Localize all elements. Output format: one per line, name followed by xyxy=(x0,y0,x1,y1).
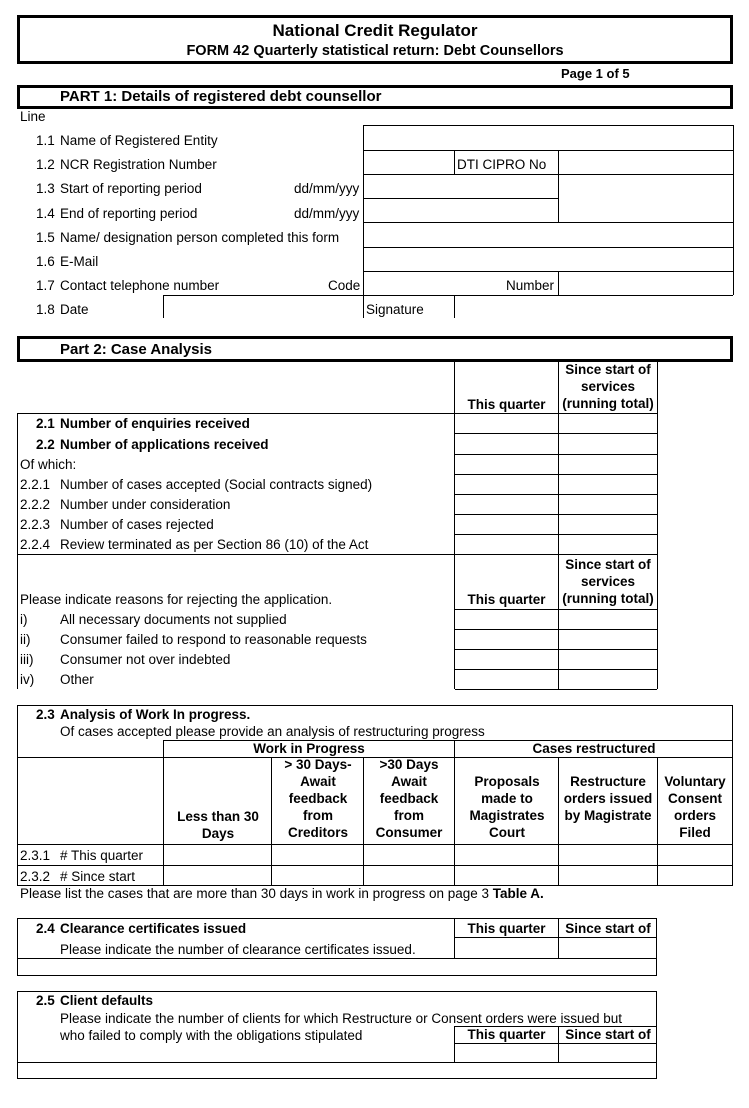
row-1-3-label: Start of reporting period xyxy=(60,181,202,196)
form-subtitle: FORM 42 Quarterly statistical return: Debt Counsellors xyxy=(186,43,564,59)
row-2-2-2-label: Number under consideration xyxy=(60,497,231,512)
row-1-6-number: 1.6 xyxy=(36,254,55,269)
section-2-4-since-start-header: Since start of xyxy=(565,921,651,936)
col-over-30-days-consumer: >30 Days Await feedback from Consumer xyxy=(375,757,443,840)
reason-docs-since-start-cell[interactable] xyxy=(559,610,657,629)
applications-this-quarter-cell[interactable] xyxy=(455,434,558,454)
reason-docs-this-quarter-cell[interactable] xyxy=(455,610,558,629)
defaults-this-quarter-cell[interactable] xyxy=(455,1044,558,1062)
section-2-3-note-text: Please list the cases that are more than 30 days in work in progress on page 3 xyxy=(20,886,490,901)
reason-1-number: i) xyxy=(20,612,28,627)
col-proposals-magistrates-court: Proposals made to Magistrates Court xyxy=(469,774,545,840)
part2-heading: Part 2: Case Analysis xyxy=(60,341,213,358)
row-2-3-2-number: 2.3.2 xyxy=(20,869,51,884)
wip-since-start-row-cells[interactable] xyxy=(164,866,733,885)
section-2-4-this-quarter-header: This quarter xyxy=(467,921,546,936)
col-voluntary-consent-orders: Voluntary Consent orders Filed xyxy=(664,774,726,840)
section-2-5-number: 2.5 xyxy=(36,993,55,1008)
phone-number-label: Number xyxy=(506,278,555,293)
row-2-2-4-label: Review terminated as per Section 86 (10) of the Act xyxy=(60,537,369,552)
reason-1-label: All necessary documents not supplied xyxy=(60,612,287,627)
reasons-intro: Please indicate reasons for rejecting the application. xyxy=(20,592,333,607)
row-1-2-label: NCR Registration Number xyxy=(60,157,217,172)
reason-respond-since-start-cell[interactable] xyxy=(559,630,657,649)
row-1-1-label: Name of Registered Entity xyxy=(60,133,218,148)
row-1-8-label: Date xyxy=(60,302,89,317)
row-2-2-2-number: 2.2.2 xyxy=(20,497,51,512)
col-over-30-days-creditors: > 30 Days- Await feedback from Creditors xyxy=(284,757,352,840)
section-2-5-this-quarter-header: This quarter xyxy=(467,1027,546,1042)
section-2-3-title: Analysis of Work In progress. xyxy=(60,707,251,722)
wip-this-quarter-row-cells[interactable] xyxy=(164,845,733,865)
section-2-3-number: 2.3 xyxy=(36,707,55,722)
row-1-8-number: 1.8 xyxy=(36,302,55,317)
dti-cipro-number-field[interactable] xyxy=(559,151,733,174)
section-2-5-title: Client defaults xyxy=(60,993,154,1008)
signature-label: Signature xyxy=(366,302,424,317)
email-field[interactable] xyxy=(364,248,733,271)
this-quarter-header-reasons: This quarter xyxy=(467,592,546,607)
applications-since-start-cell[interactable] xyxy=(559,434,657,454)
section-2-4-description: Please indicate the number of clearance certificates issued. xyxy=(60,942,416,957)
section-2-5-description-line1: Please indicate the number of clients for which Restructure or Consent orders were issued but xyxy=(60,1011,623,1026)
page-number: Page 1 of 5 xyxy=(561,66,630,81)
accepted-since-start-cell[interactable] xyxy=(559,475,657,494)
reporting-end-date-field[interactable] xyxy=(364,199,558,222)
col-less-than-30-days: Less than 30 Days xyxy=(177,809,259,841)
terminated-since-start-cell[interactable] xyxy=(559,535,657,554)
row-2-2-3-number: 2.2.3 xyxy=(20,517,51,532)
col-restructure-orders-magistrate: Restructure orders issued by Magistrate xyxy=(563,774,653,823)
date-field[interactable] xyxy=(164,296,363,318)
row-2-2-label: Number of applications received xyxy=(60,437,269,452)
work-in-progress-group-header: Work in Progress xyxy=(253,741,365,756)
row-1-5-number: 1.5 xyxy=(36,230,55,245)
row-1-4-label: End of reporting period xyxy=(60,206,198,221)
enquiries-this-quarter-cell[interactable] xyxy=(455,414,558,433)
reporting-start-date-field[interactable] xyxy=(364,175,558,198)
row-2-2-3-label: Number of cases rejected xyxy=(60,517,214,532)
cases-restructured-group-header: Cases restructured xyxy=(532,741,656,756)
form-title: National Credit Regulator xyxy=(272,21,478,40)
registered-entity-name-field[interactable] xyxy=(364,126,733,150)
consideration-since-start-cell[interactable] xyxy=(559,495,657,514)
row-1-3-date-hint: dd/mm/yyy xyxy=(294,181,360,196)
terminated-this-quarter-cell[interactable] xyxy=(455,535,558,554)
row-1-7-label: Contact telephone number xyxy=(60,278,220,293)
rejected-since-start-cell[interactable] xyxy=(559,515,657,534)
row-1-4-date-hint: dd/mm/yyy xyxy=(294,206,360,221)
row-1-2-number: 1.2 xyxy=(36,157,55,172)
enquiries-since-start-cell[interactable] xyxy=(559,414,657,433)
phone-code-label: Code xyxy=(328,278,361,293)
row-1-1-number: 1.1 xyxy=(36,133,55,148)
reason-2-label: Consumer failed to respond to reasonable requests xyxy=(60,632,367,647)
section-2-4-number: 2.4 xyxy=(36,921,55,936)
person-designation-field[interactable] xyxy=(364,223,733,247)
row-2-2-1-label: Number of cases accepted (Social contracts signed) xyxy=(60,477,373,492)
defaults-since-start-cell[interactable] xyxy=(559,1044,657,1062)
section-2-5-since-start-header: Since start of xyxy=(565,1027,651,1042)
row-1-6-label: E-Mail xyxy=(60,254,99,269)
reason-4-number: iv) xyxy=(20,672,35,687)
part1-heading: PART 1: Details of registered debt counsellor xyxy=(60,88,382,105)
row-2-2-number: 2.2 xyxy=(36,437,55,452)
section-2-3-note-bold: Table A. xyxy=(492,886,544,901)
ncr-registration-number-field[interactable] xyxy=(364,151,454,174)
since-start-header: Since start of services (running total) xyxy=(562,362,654,411)
row-2-1-number: 2.1 xyxy=(36,416,55,431)
row-2-2-1-number: 2.2.1 xyxy=(20,477,51,492)
row-2-1-label: Number of enquiries received xyxy=(60,416,250,431)
accepted-this-quarter-cell[interactable] xyxy=(455,475,558,494)
row-1-7-number: 1.7 xyxy=(36,278,55,293)
phone-number-field[interactable] xyxy=(559,272,733,295)
section-2-3-description: Of cases accepted please provide an analysis of restructuring progress xyxy=(60,724,485,739)
signature-field[interactable] xyxy=(455,296,733,318)
dti-cipro-label: DTI CIPRO No xyxy=(457,157,547,172)
line-label: Line xyxy=(20,109,46,124)
reason-respond-this-quarter-cell[interactable] xyxy=(455,630,558,649)
consideration-this-quarter-cell[interactable] xyxy=(455,495,558,514)
reason-2-number: ii) xyxy=(20,632,31,647)
reason-not-indebted-since-start-cell[interactable] xyxy=(559,650,657,669)
row-2-2-4-number: 2.2.4 xyxy=(20,537,51,552)
section-2-3-note xyxy=(20,886,544,902)
clearance-this-quarter-cell[interactable] xyxy=(455,938,558,958)
row-2-3-1-label: # This quarter xyxy=(60,848,144,863)
of-which-label: Of which: xyxy=(20,457,77,472)
section-2-4-title: Clearance certificates issued xyxy=(60,921,247,936)
rejected-this-quarter-cell[interactable] xyxy=(455,515,558,534)
section-2-5-description-line2: who failed to comply with the obligations stipulated xyxy=(60,1028,363,1043)
reason-not-indebted-this-quarter-cell[interactable] xyxy=(455,650,558,669)
row-1-5-label: Name/ designation person completed this form xyxy=(60,230,340,245)
reason-3-number: iii) xyxy=(20,652,34,667)
reason-4-label: Other xyxy=(60,672,94,687)
this-quarter-header: This quarter xyxy=(467,397,546,412)
row-1-4-number: 1.4 xyxy=(36,206,55,221)
since-start-header-reasons: Since start of services (running total) xyxy=(562,557,654,606)
reason-other-since-start-cell[interactable] xyxy=(559,670,657,689)
row-1-3-number: 1.3 xyxy=(36,181,55,196)
clearance-since-start-cell[interactable] xyxy=(559,938,657,958)
row-2-3-1-number: 2.3.1 xyxy=(20,848,51,863)
reason-3-label: Consumer not over indebted xyxy=(60,652,231,667)
reason-other-this-quarter-cell[interactable] xyxy=(455,670,558,689)
row-2-3-2-label: # Since start xyxy=(60,869,136,884)
